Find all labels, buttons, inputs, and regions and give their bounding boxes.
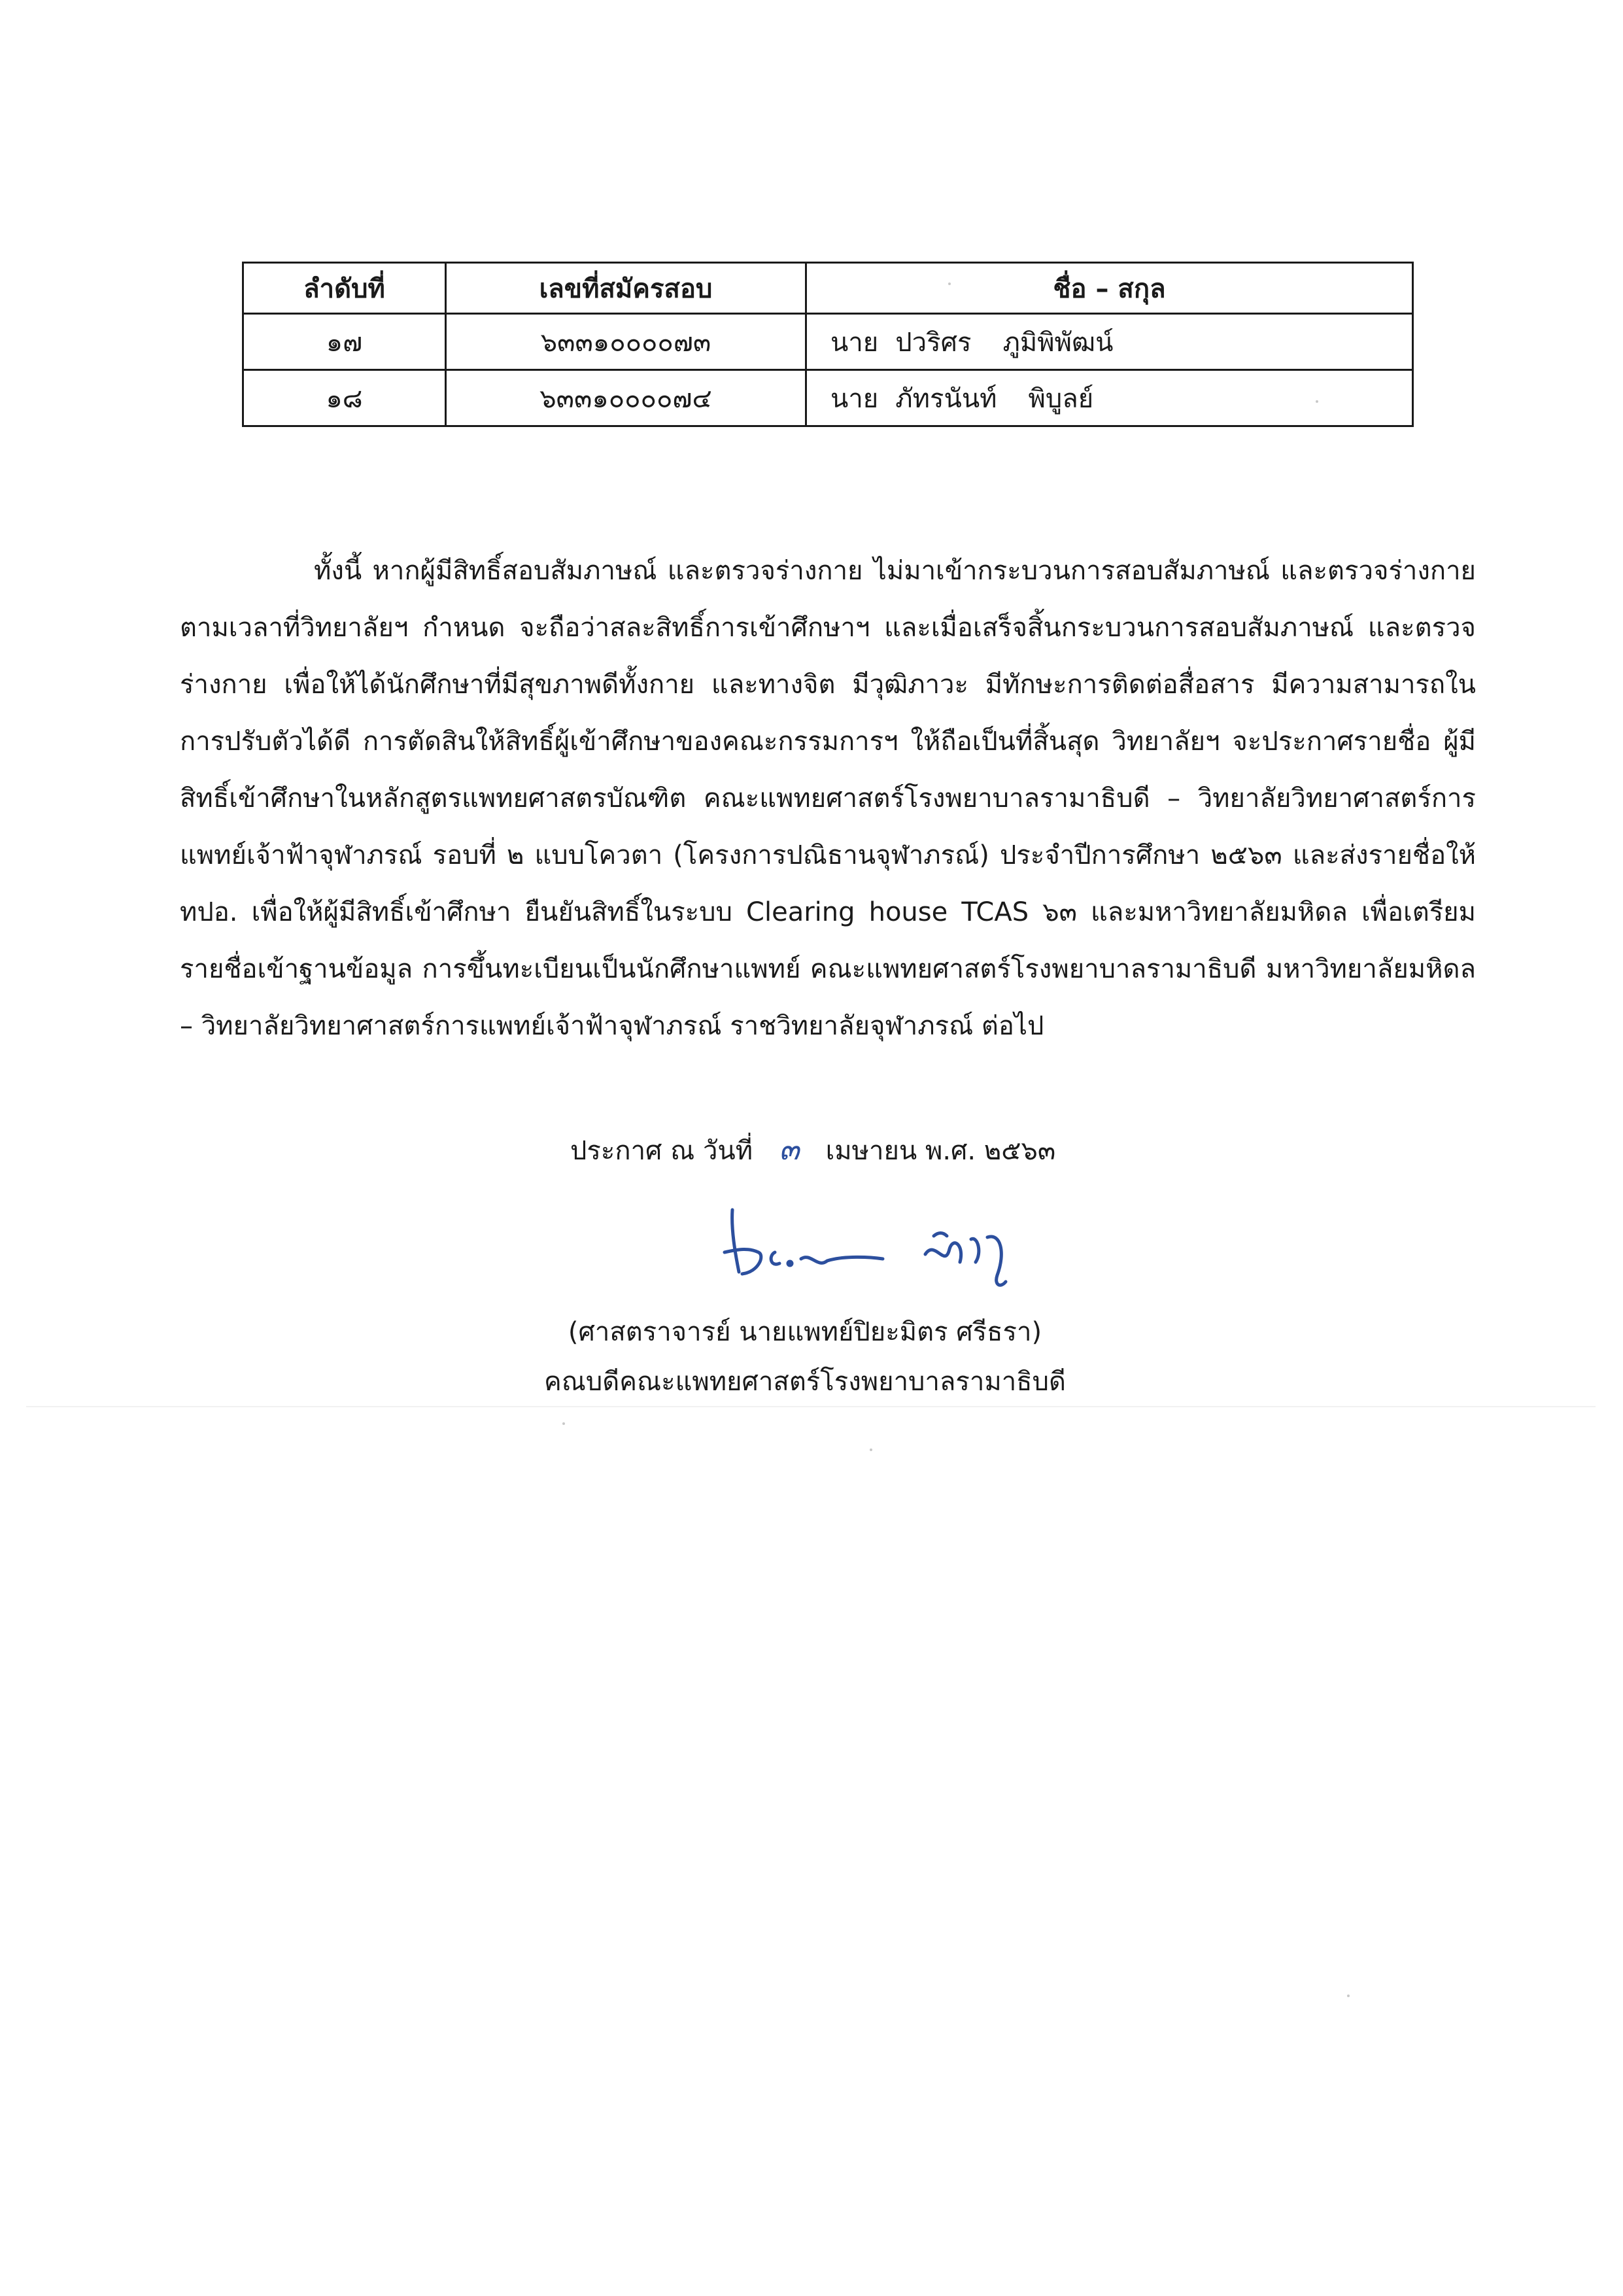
header-application-no: เลขที่สมัครสอบ bbox=[446, 263, 806, 314]
scan-speck bbox=[562, 1422, 565, 1425]
date-month-year: เมษายน พ.ศ. ๒๕๖๓ bbox=[825, 1136, 1056, 1166]
signature-icon bbox=[713, 1190, 1053, 1295]
signer-title: คณบดีคณะแพทยศาสตร์โรงพยาบาลรามาธิบดี bbox=[544, 1367, 1066, 1397]
row-order: ๑๗ bbox=[243, 314, 446, 370]
scan-artifact-line bbox=[26, 1406, 1596, 1407]
last-name: พิบูลย์ bbox=[1028, 383, 1094, 414]
table-row bbox=[243, 370, 1413, 426]
scan-speck bbox=[948, 283, 951, 285]
row-order: ๑๘ bbox=[243, 370, 446, 426]
row-full-name bbox=[806, 370, 1413, 426]
announcement-body bbox=[180, 543, 1476, 1055]
announcement-date bbox=[570, 1129, 1055, 1171]
signer-name: (ศาสตราจารย์ นายแพทย์ปิยะมิตร ศรีธรา) bbox=[568, 1317, 1042, 1347]
body-paragraph: ทั้งนี้ หากผู้มีสิทธิ์สอบสัมภาษณ์ และตรวจร่างกาย ไม่มาเข้ากระบวนการสอบสัมภาษณ์ และตรวจร่างกาย ตามเวลาที่วิทยาลัยฯ กำหนด จะถือว่าสละสิทธิ์การเข้าศึกษาฯ และเมื่อเสร็จสิ้นกระบวนการสอบสัมภาษณ์ และตรวจร่างกาย เพื่อให้ได้นักศึกษาที่มีสุขภาพดีทั้งกาย และทางจิต มีวุฒิภาวะ มีทักษะการติดต่อสื่อสาร มีความสามารถในการปรับตัวได้ดี การตัดสินให้สิทธิ์ผู้เข้าศึกษาของคณะกรรมการฯ ให้ถือเป็นที่สิ้นสุด วิทยาลัยฯ จะประกาศรายชื่อ ผู้มีสิทธิ์เข้าศึกษาในหลักสูตรแพทยศาสตรบัณฑิต คณะแพทยศาสตร์โรงพยาบาลรามาธิบดี – วิทยาลัยวิทยาศาสตร์การแพทย์เจ้าฟ้าจุฬาภรณ์ รอบที่ ๒ แบบโควตา (โครงการปณิธานจุฬาภรณ์) ประจำปีการศึกษา ๒๕๖๓ และส่งรายชื่อให้ ทปอ. เพื่อให้ผู้มีสิทธิ์เข้าศึกษา ยืนยันสิทธิ์ในระบบ Clearing house TCAS ๖๓ และมหาวิทยาลัยมหิดล เพื่อเตรียมรายชื่อเข้าฐานข้อมูล การขึ้นทะเบียนเป็นนักศึกษาแพทย์ คณะแพทยศาสตร์โรงพยาบาลรามาธิบดี มหาวิทยาลัยมหิดล – วิทยาลัยวิทยาศาสตร์การแพทย์เจ้าฟ้าจุฬาภรณ์ ราชวิทยาลัยจุฬาภรณ์ ต่อไป bbox=[180, 556, 1477, 1041]
first-name: ปวริศร bbox=[895, 327, 972, 358]
applicant-table bbox=[242, 262, 1414, 427]
scan-speck bbox=[1316, 400, 1318, 403]
handwritten-day: ๓ bbox=[779, 1131, 800, 1167]
date-prefix: ประกาศ ณ วันที่ bbox=[570, 1136, 753, 1166]
first-name: ภัทรนันท์ bbox=[895, 383, 997, 414]
scan-speck bbox=[870, 1448, 872, 1451]
row-application-no: ๖๓๓๑๐๐๐๐๗๓ bbox=[446, 314, 806, 370]
header-order: ลำดับที่ bbox=[243, 263, 446, 314]
last-name: ภูมิพิพัฒน์ bbox=[1002, 327, 1114, 358]
name-prefix: นาย bbox=[830, 327, 879, 358]
name-prefix: นาย bbox=[830, 383, 879, 414]
scan-speck bbox=[1347, 1995, 1350, 1997]
row-full-name bbox=[806, 314, 1413, 370]
table-header-row bbox=[243, 263, 1413, 314]
row-application-no: ๖๓๓๑๐๐๐๐๗๔ bbox=[446, 370, 806, 426]
table-row bbox=[243, 314, 1413, 370]
header-full-name: ชื่อ – สกุล bbox=[806, 263, 1413, 314]
